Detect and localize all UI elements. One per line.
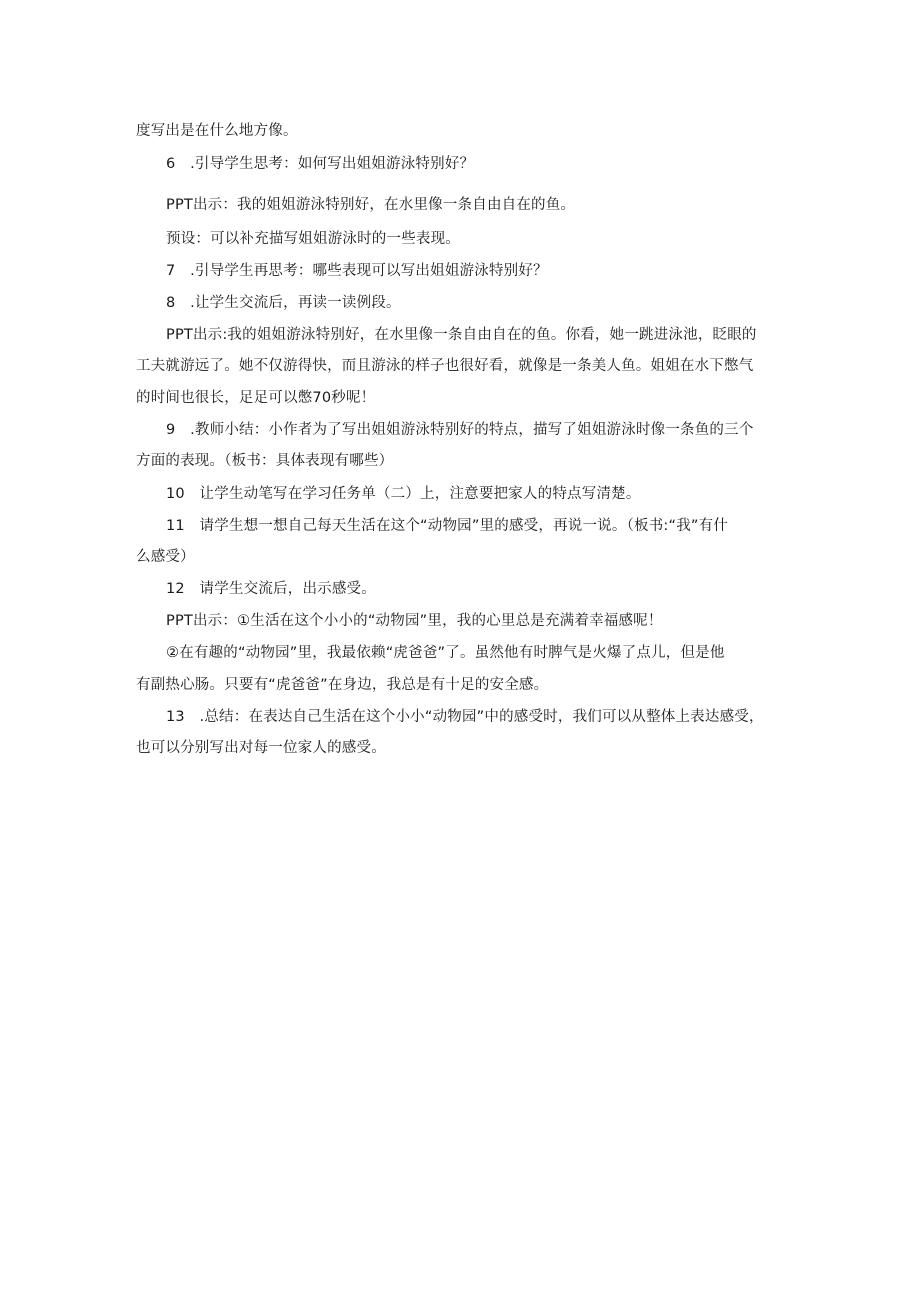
text-line-7: PPT出示:我的姐姐游泳特别好，在水里像一条自由自在的鱼。你看，她一跳进泳池，眨眼的 (166, 327, 757, 343)
text-line-3: PPT出示：我的姐姐游泳特别好，在水里像一条自由自在的鱼。 (166, 197, 576, 213)
text-line-14: 么感受） (136, 549, 195, 565)
text-line-10: 9 .教师小结：小作者为了写出姐姐游泳特别好的特点，描写了姐姐游泳时像一条鱼的三个 (166, 422, 754, 438)
text-line-20: 也可以分别写出对每一位家人的感受。 (136, 740, 386, 756)
text-line-11: 方面的表现。（板书：具体表现有哪些） (136, 453, 394, 469)
text-line-18: 有副热心肠。只要有“虎爸爸”在身边，我总是有十足的安全感。 (136, 677, 549, 693)
text-line-15: 12 请学生交流后，出示感受。 (166, 581, 376, 597)
text-line-16: PPT出示：①生活在这个小小的“动物园”里，我的心里总是充满着幸福感呢！ (166, 613, 663, 629)
text-line-4: 预设：可以补充描写姐姐游泳时的一些表现。 (166, 231, 460, 247)
text-line-2: 6 .引导学生思考：如何写出姐姐游泳特别好？ (166, 156, 475, 172)
text-line-6: 8 .让学生交流后，再读一读例段。 (166, 295, 401, 311)
text-line-19: 13 .总结：在表达自己生活在这个小小“动物园”中的感受时，我们可以从整体上表达感受， (166, 709, 764, 725)
text-line-5: 7 .引导学生再思考：哪些表现可以写出姐姐游泳特别好？ (166, 263, 548, 279)
text-line-9: 的时间也很长，足足可以憋70秒呢！ (136, 390, 376, 406)
text-line-12: 10 让学生动笔写在学习任务单（二）上，注意要把家人的特点写清楚。 (166, 486, 641, 502)
text-line-13: 11 请学生想一想自己每天生活在这个“动物园”里的感受，再说一说。（板书:“我”有什 (166, 518, 729, 534)
text-line-8: 工夫就游远了。她不仅游得快，而且游泳的样子也很好看，就像是一条美人鱼。姐姐在水下憋气 (136, 358, 754, 374)
text-line-1: 度写出是在什么地方像。 (136, 123, 298, 139)
text-line-17: ②在有趣的“动物园”里，我最依赖“虎爸爸”了。虽然他有时脾气是火爆了点儿，但是他 (166, 645, 725, 661)
